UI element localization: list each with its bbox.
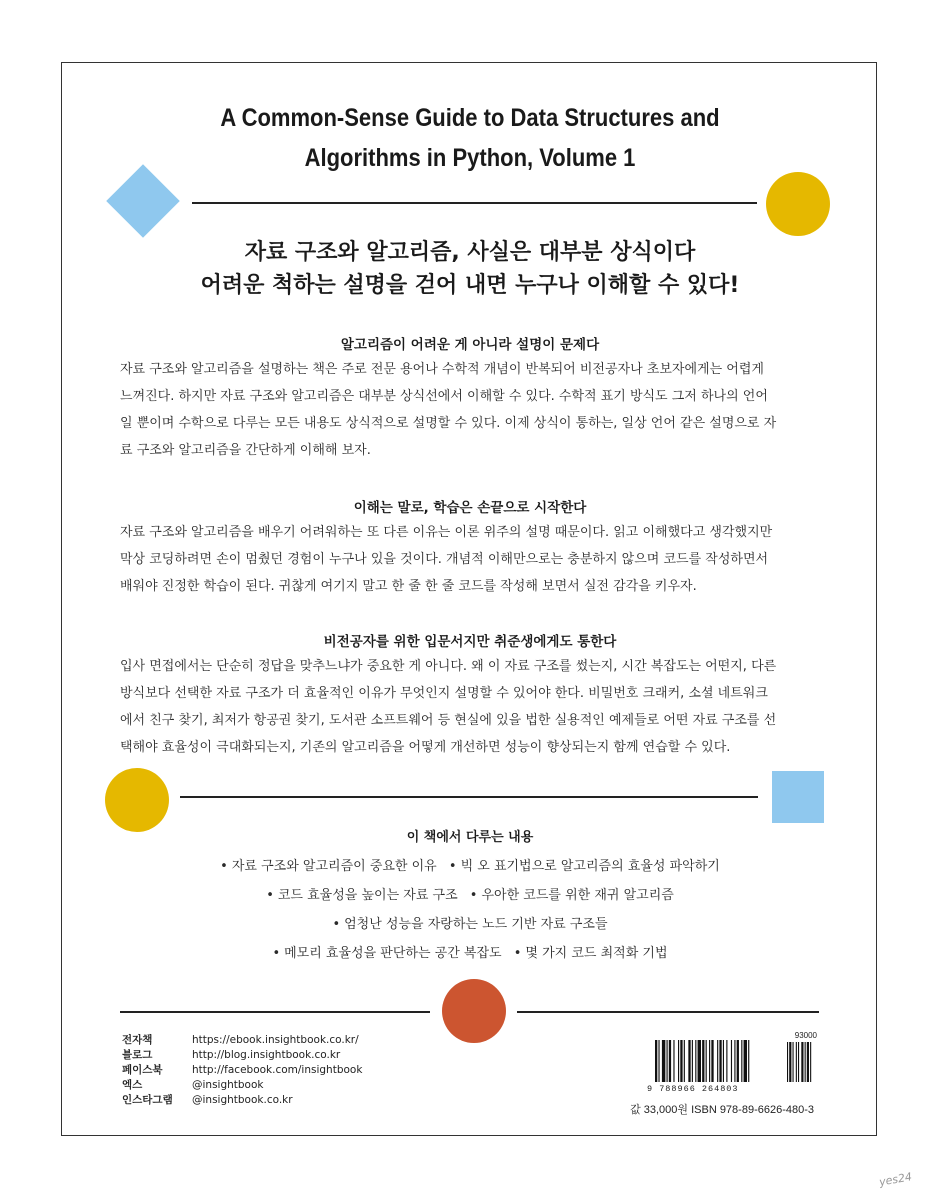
section-body-3 [120, 653, 820, 761]
tagline [120, 236, 820, 302]
barcode-bar [719, 1040, 721, 1082]
section-3-line: 방식보다 선택한 자료 구조가 더 효율적인 이유가 무엇인지 설명할 수 있어야 한다. 비밀번호 크래커, 소셜 네트워크 [120, 686, 768, 701]
barcode-bar [669, 1040, 671, 1082]
link-row-ebook [122, 1033, 362, 1048]
barcode-bar [744, 1040, 747, 1082]
middle-divider [180, 796, 758, 798]
contents-heading: 이 책에서 다루는 내용 [406, 830, 534, 845]
barcode-bar [709, 1040, 710, 1082]
section-heading-1: 알고리즘이 어려운 게 아니라 설명이 문제다 [340, 337, 600, 353]
contents-item: • 몇 가지 코드 최적화 기법 [513, 946, 668, 961]
barcode-addon: 93000 [794, 1031, 817, 1040]
barcode-addon-bar [796, 1042, 797, 1082]
barcode-bar [698, 1040, 701, 1082]
section-1-line: 자료 구조와 알고리즘을 설명하는 책은 주로 전문 용어나 수학적 개념이 반복되어 비전공자나 초보자에게는 어렵게 [120, 362, 764, 377]
section-3-line: 입사 면접에서는 단순히 정답을 맞추느냐가 중요한 게 아니다. 왜 이 자료 구조를 썼는지, 시간 복잡도는 어떤지, 다른 [120, 659, 777, 674]
barcode-addon-bar [807, 1042, 809, 1082]
contents-list [120, 852, 820, 968]
bottom-divider-left [120, 1011, 430, 1013]
contents-item: • 엄청난 성능을 자랑하는 노드 기반 자료 구조들 [332, 917, 608, 932]
section-1-line: 느껴진다. 하지만 자료 구조와 알고리즘은 대부분 상식선에서 이해할 수 있다. 수학적 표기 방식도 그저 하나의 언어 [120, 389, 768, 404]
barcode-bar [711, 1040, 713, 1082]
contents-row [120, 881, 820, 910]
contents-item-text: 몇 가지 코드 최적화 기법 [525, 946, 668, 961]
contents-row [120, 910, 820, 939]
barcode-number: 9 788966 264803 [647, 1084, 739, 1094]
barcode-addon-bar [805, 1042, 806, 1082]
barcode-bar [658, 1040, 659, 1082]
contents-item-text: 메모리 효율성을 판단하는 공간 복잡도 [284, 946, 502, 961]
contents-item-text: 코드 효율성을 높이는 자료 구조 [277, 888, 458, 903]
link-value[interactable]: https://ebook.insightbook.co.kr/ [192, 1034, 359, 1046]
barcode-bar [726, 1040, 727, 1082]
link-label: 블로그 [122, 1049, 153, 1061]
isbn-barcode [647, 1031, 817, 1094]
barcode-bar [688, 1040, 690, 1082]
book-title [162, 98, 778, 178]
barcode-addon-bar [801, 1042, 803, 1082]
barcode-bar [692, 1040, 693, 1082]
contents-item: • 빅 오 표기법으로 알고리즘의 효율성 파악하기 [448, 859, 720, 874]
barcode-image [655, 1040, 817, 1084]
bottom-divider-right [517, 1011, 819, 1013]
barcode-bar [706, 1040, 707, 1082]
link-value[interactable]: http://blog.insightbook.co.kr [192, 1049, 341, 1061]
contents-item-text: 빅 오 표기법으로 알고리즘의 효율성 파악하기 [460, 859, 720, 874]
barcode-bar [695, 1040, 696, 1082]
barcode-addon-bar [798, 1042, 799, 1082]
barcode-bar [731, 1040, 732, 1082]
watermark: yes24 [878, 1170, 913, 1189]
link-label: 인스타그램 [122, 1094, 173, 1106]
book-title-line-1: A Common-Sense Guide to Data Structures and [220, 104, 720, 132]
barcode-bar [748, 1040, 749, 1082]
contents-item: • 메모리 효율성을 판단하는 공간 복잡도 [272, 946, 502, 961]
book-title-line-2: Algorithms in Python, Volume 1 [304, 144, 636, 172]
top-divider [192, 202, 757, 204]
yellow-circle-shape [766, 172, 830, 236]
tagline-line-2: 어려운 척하는 설명을 걷어 내면 누구나 이해할 수 있다! [200, 273, 740, 298]
section-2-line: 막상 코딩하려면 손이 멈췄던 경험이 누구나 있을 것이다. 개념적 이해만으로는 충분하지 않으며 코드를 작성하면서 [120, 552, 769, 567]
barcode-bar [680, 1040, 682, 1082]
contents-item: • 코드 효율성을 높이는 자료 구조 [266, 888, 458, 903]
contents-row [120, 852, 820, 881]
barcode-addon-bar [787, 1042, 788, 1082]
section-1-line: 일 뿐이며 수학으로 다루는 모든 내용도 상식적으로 설명할 수 있다. 이제 상식이 통하는, 일상 언어 같은 설명으로 자 [120, 416, 777, 431]
section-3-line: 에서 친구 찾기, 최저가 항공권 찾기, 도서관 소프트웨어 등 현실에 있을 법한 실용적인 예제들로 어떤 자료 구조를 선 [120, 713, 777, 728]
barcode-bar [655, 1040, 657, 1082]
link-row-instagram [122, 1093, 362, 1108]
barcode-bar [673, 1040, 674, 1082]
section-heading-2: 이해는 말로, 학습은 손끝으로 시작한다 [353, 500, 587, 516]
barcode-bar [734, 1040, 735, 1082]
contents-item: • 우아한 코드를 위한 재귀 알고리즘 [469, 888, 674, 903]
link-label: 엑스 [122, 1079, 143, 1091]
link-row-facebook [122, 1063, 362, 1078]
link-row-x [122, 1078, 362, 1093]
link-label: 페이스북 [122, 1064, 163, 1076]
link-label: 전자책 [122, 1034, 153, 1046]
contents-row [120, 939, 820, 968]
barcode-bar [662, 1040, 665, 1082]
contents-item: • 자료 구조와 알고리즘이 중요한 이유 [220, 859, 437, 874]
contents-item-text: 엄청난 성능을 자랑하는 노드 기반 자료 구조들 [344, 917, 608, 932]
barcode-bar [678, 1040, 679, 1082]
barcode-addon-bar [793, 1042, 794, 1082]
contents-item-text: 우아한 코드를 위한 재귀 알고리즘 [481, 888, 674, 903]
publisher-links [122, 1033, 362, 1108]
price-isbn: 값 33,000원 ISBN 978-89-6626-480-3 [630, 1104, 814, 1116]
barcode-bar [702, 1040, 704, 1082]
barcode-bar [667, 1040, 668, 1082]
barcode-bar [723, 1040, 724, 1082]
barcode-bar [737, 1040, 739, 1082]
barcode-bar [717, 1040, 718, 1082]
blue-square-shape [772, 771, 824, 823]
section-2-line: 자료 구조와 알고리즘을 배우기 어려워하는 또 다른 이유는 이론 위주의 설명 때문이다. 읽고 이해했다고 생각했지만 [120, 525, 773, 540]
section-3-line: 택해야 효율성이 극대화되는지, 기존의 알고리즘을 어떻게 개선하면 성능이 향상되는지 함께 연습할 수 있다. [120, 740, 731, 755]
link-row-blog [122, 1048, 362, 1063]
tagline-line-1: 자료 구조와 알고리즘, 사실은 대부분 상식이다 [244, 240, 696, 265]
link-value[interactable]: @insightbook [192, 1079, 264, 1091]
orange-circle-shape [442, 979, 506, 1043]
barcode-bar [741, 1040, 742, 1082]
link-value[interactable]: http://facebook.com/insightbook [192, 1064, 363, 1076]
link-value[interactable]: @insightbook.co.kr [192, 1094, 293, 1106]
section-body-2 [120, 519, 820, 600]
barcode-addon-bar [810, 1042, 811, 1082]
section-1-line: 료 구조와 알고리즘을 간단하게 이해해 보자. [120, 443, 371, 458]
barcode-bar [684, 1040, 685, 1082]
contents-item-text: 자료 구조와 알고리즘이 중요한 이유 [231, 859, 437, 874]
yellow-circle-shape [105, 768, 169, 832]
section-heading-3: 비전공자를 위한 입문서지만 취준생에게도 통한다 [323, 634, 617, 650]
section-body-1 [120, 356, 820, 464]
barcode-addon-bar [789, 1042, 791, 1082]
section-2-line: 배워야 진정한 학습이 된다. 귀찮게 여기지 말고 한 줄 한 줄 코드를 작성해 보면서 실전 감각을 키우자. [120, 579, 697, 594]
